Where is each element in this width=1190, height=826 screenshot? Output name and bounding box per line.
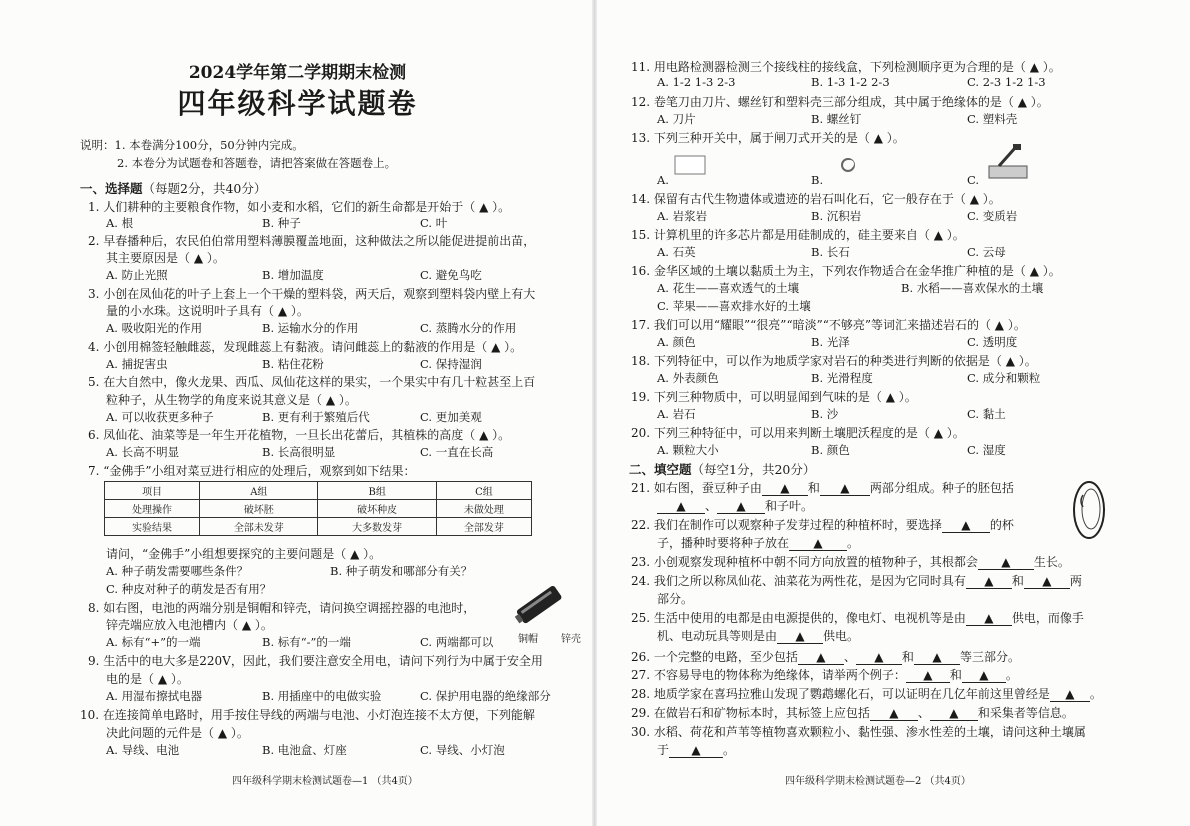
q19-option-c: C. 黏土 — [967, 407, 1006, 421]
q20-option-c: C. 湿度 — [967, 443, 1006, 457]
q7-option-c: C. 种皮对种子的萌发是否有用？ — [106, 582, 272, 596]
exam-title-main: 四年级科学试题卷 — [177, 87, 418, 120]
table-cell: 破坏胚 — [200, 500, 318, 518]
q20-option-b: B. 颜色 — [811, 443, 850, 457]
q21-text: 、 — [705, 499, 718, 513]
answer-blank: ▲ — [906, 668, 950, 683]
q5-option-c: C. 更加美观 — [420, 410, 482, 424]
q22-text: 22. 我们在制作可以观察种子发芽过程的种植杯时，要选择 — [631, 518, 942, 532]
question-30: 30. 水稻、荷花和芦苇等植物喜欢颗粒小、黏性强、渗水性差的土壤，请问这种土壤属 — [631, 725, 1086, 739]
question-28 — [631, 685, 1102, 702]
section-2-heading — [629, 460, 815, 478]
battery-copper-cap-label: 铜帽 — [518, 634, 538, 645]
q26-text: 26. 一个完整的电路，至少包括 — [631, 650, 798, 664]
table-cell: 未做处理 — [436, 500, 531, 518]
q17-option-b: B. 光泽 — [811, 335, 850, 349]
question-3-cont: 量的小水珠。这说明叶子具有（ ▲ ）。 — [106, 304, 309, 318]
page-footer-2: 四年级科学期末检测试题卷—2 （共4页） — [785, 776, 971, 787]
q28-text: 28. 地质学家在喜玛拉雅山发现了鹦鹉螺化石，可以证明在几亿年前这里曾经是 — [631, 687, 1050, 701]
question-19: 19. 下列三种物质中，可以明显闻到气味的是（ ▲ ）。 — [631, 390, 917, 404]
table-header-row — [105, 482, 532, 500]
table-cell: 全部未发芽 — [200, 518, 318, 536]
battery-zinc-shell-label: 锌壳 — [561, 634, 581, 645]
page-footer-1: 四年级科学期末检测试题卷—1 （共4页） — [232, 776, 418, 787]
q19-option-b: B. 沙 — [811, 407, 839, 421]
q15-option-b: B. 长石 — [811, 245, 850, 259]
q23-text: 23. 小创观察发现种植杯中朝不同方向放置的植物种子，其根都会 — [631, 555, 978, 569]
q12-option-c: C. 塑料壳 — [967, 112, 1018, 126]
question-22-cont — [657, 534, 859, 551]
q1-option-b: B. 种子 — [262, 216, 301, 230]
section-1-desc: （每题2分，共40分） — [142, 181, 267, 196]
question-24-cont: 部分。 — [657, 592, 694, 606]
question-11: 11. 用电路检测器检测三个接线柱的接线盒，下列检测顺序更为合理的是（ ▲ ）。 — [631, 60, 1061, 74]
question-2-cont: 其主要原因是（ ▲ ）。 — [106, 251, 225, 265]
answer-blank: ▲ — [978, 555, 1034, 570]
q25-text: 机、电动玩具等则是由 — [657, 629, 778, 643]
q2-option-a: A. 防止光照 — [106, 268, 168, 282]
answer-blank: ▲ — [856, 650, 902, 665]
question-8: 8. 如右图，电池的两端分别是铜帽和锌壳，请问换空调摇控器的电池时， — [88, 601, 476, 615]
q7-option-b: B. 种子萌发和哪部分有关？ — [330, 564, 473, 578]
q19-option-a: A. 岩石 — [657, 407, 696, 421]
table-header: B组 — [318, 482, 436, 500]
question-10: 10. 在连接简单电路时，用手按住导线的两端与电池、小灯泡连接不太方便，下列能解 — [80, 708, 535, 722]
table-row — [105, 518, 532, 536]
q11-option-a: A. 1-2 1-3 2-3 — [657, 75, 736, 89]
q8-option-a: A. 标有“+”的一端 — [106, 635, 201, 649]
q7-option-a: A. 种子萌发需要哪些条件？ — [106, 564, 249, 578]
q17-option-c: C. 透明度 — [967, 335, 1018, 349]
question-7-prompt: 请问，“金佛手”小组想要探究的主要问题是（ ▲ ）。 — [106, 547, 382, 561]
q11-option-c: C. 2-3 1-2 1-3 — [967, 75, 1046, 89]
push-switch-icon — [673, 152, 707, 176]
table-cell: 破坏种皮 — [318, 500, 436, 518]
q16-option-c: C. 苹果——喜欢排水好的土壤 — [657, 299, 811, 313]
q15-option-c: C. 云母 — [967, 245, 1006, 259]
q26-text: 和 — [901, 650, 914, 664]
broad-bean-seed-icon — [1069, 477, 1109, 543]
table-cell: 全部发芽 — [436, 518, 531, 536]
question-1: 1. 人们耕种的主要粮食作物，如小麦和水稻，它们的新生命都是开始于（ ▲ ）。 — [88, 200, 511, 214]
question-18: 18. 下列特征中，可以作为地质学家对岩石的种类进行判断的依据是（ ▲ ）。 — [631, 354, 1037, 368]
answer-blank: ▲ — [930, 706, 978, 721]
knife-switch-icon — [985, 140, 1031, 182]
question-25 — [631, 609, 1084, 626]
q24-text: 24. 我们之所以称凤仙花、油菜花为两性花，是因为它同时具有 — [631, 574, 966, 588]
question-21-cont — [657, 497, 813, 514]
q14-option-b: B. 沉积岩 — [811, 209, 862, 223]
question-30-cont — [657, 741, 735, 758]
answer-blank: ▲ — [870, 706, 918, 721]
q16-option-b: B. 水稻——喜欢保水的土壤 — [901, 281, 1044, 295]
q12-option-b: B. 螺丝钉 — [811, 112, 862, 126]
q3-option-a: A. 吸收阳光的作用 — [106, 321, 203, 335]
q25-text: 供电。 — [823, 629, 860, 643]
q4-option-a: A. 捕捉害虫 — [106, 357, 168, 371]
q21-text: 21. 如右图，蚕豆种子由 — [631, 481, 762, 495]
table-cell: 处理操作 — [105, 500, 200, 518]
question-23 — [631, 553, 1070, 570]
q1-option-c: C. 叶 — [420, 216, 448, 230]
question-5-cont: 粒种子，从生物学的角度来说其意义是（ ▲ ）。 — [106, 393, 357, 407]
q12-option-a: A. 刀片 — [657, 112, 696, 126]
q11-option-b: B. 1-3 1-2 2-3 — [811, 75, 890, 89]
q27-text: 。 — [1005, 668, 1018, 682]
answer-blank: ▲ — [777, 629, 823, 644]
q4-option-b: B. 粘住花粉 — [262, 357, 324, 371]
q25-text: 25. 生活中使用的电都是由电源提供的，像电灯、电视机等是由 — [631, 611, 966, 625]
q10-option-a: A. 导线、电池 — [106, 743, 180, 757]
answer-blank: ▲ — [717, 499, 765, 514]
q29-text: 和采集者等信息。 — [977, 706, 1074, 720]
answer-blank: ▲ — [962, 668, 1006, 683]
question-24 — [631, 572, 1082, 589]
question-16: 16. 金华区域的土壤以黏质土为主，下列农作物适合在金华推广种植的是（ ▲ ）。 — [631, 264, 1061, 278]
question-8-cont: 锌壳端应放入电池槽内（ ▲ ）。 — [106, 618, 273, 632]
q22-text: 的杯 — [989, 518, 1014, 532]
q3-option-c: C. 蒸腾水分的作用 — [420, 321, 517, 335]
right-page — [595, 0, 1190, 826]
exam-title-year: 2024学年第二学期期末检测 — [188, 63, 407, 83]
q24-text: 两 — [1069, 574, 1082, 588]
q13-option-c: C. — [967, 173, 980, 187]
table-header: C组 — [436, 482, 531, 500]
q5-option-a: A. 可以收获更多种子 — [106, 410, 214, 424]
q3-option-b: B. 运输水分的作用 — [262, 321, 359, 335]
q30-text: 。 — [723, 743, 736, 757]
q1-option-a: A. 根 — [106, 216, 134, 230]
q27-text: 和 — [949, 668, 962, 682]
q18-option-a: A. 外表颜色 — [657, 371, 719, 385]
question-9-cont: 电的是（ ▲ ）。 — [106, 672, 189, 686]
battery-icon — [510, 582, 570, 626]
q21-text: 和 — [807, 481, 820, 495]
q24-text: 和 — [1011, 574, 1024, 588]
answer-blank: ▲ — [789, 536, 847, 551]
q6-option-a: A. 长高不明显 — [106, 445, 180, 459]
instruction-1: 说明：1. 本卷满分100分，50分钟内完成。 — [80, 138, 304, 152]
table-row — [105, 500, 532, 518]
question-22 — [631, 516, 1014, 533]
question-2: 2. 早春播种后，农民伯伯常用塑料薄膜覆盖地面，这种做法之所以能促进提前出苗， — [88, 234, 536, 248]
q18-option-b: B. 光滑程度 — [811, 371, 873, 385]
question-9: 9. 生活中的电大多是220V，因此，我们要注意安全用电，请问下列行为中属于安全用 — [88, 654, 543, 668]
table-cell: 实验结果 — [105, 518, 200, 536]
answer-blank: ▲ — [762, 481, 808, 496]
q28-text: 。 — [1089, 687, 1102, 701]
q29-text: 29. 在做岩石和矿物标本时，其标签上应包括 — [631, 706, 870, 720]
question-21 — [631, 479, 1014, 496]
q17-option-a: A. 颜色 — [657, 335, 696, 349]
answer-blank: ▲ — [966, 574, 1012, 589]
q9-option-b: B. 用插座中的电做实验 — [262, 689, 382, 703]
q2-option-b: B. 增加温度 — [262, 268, 324, 282]
answer-blank: ▲ — [798, 650, 844, 665]
answer-blank: ▲ — [820, 481, 870, 496]
answer-blank: ▲ — [1050, 687, 1090, 702]
q6-option-c: C. 一直在长高 — [420, 445, 494, 459]
q8-option-c: C. 两端都可以 — [420, 635, 494, 649]
q21-text: 和子叶。 — [765, 499, 814, 513]
q27-text: 27. 不容易导电的物体称为绝缘体，请举两个例子： — [631, 668, 906, 682]
question-7: 7. “金佛手”小组对菜豆进行相应的处理后，观察到如下结果： — [88, 464, 416, 478]
question-6: 6. 凤仙花、油菜等是一年生开花植物，一旦长出花蕾后，其植株的高度（ ▲ ）。 — [88, 428, 511, 442]
section-2-desc: （每空1分，共20分） — [691, 462, 816, 477]
question-10-cont: 决此问题的元件是（ ▲ ）。 — [106, 726, 249, 740]
q15-option-a: A. 石英 — [657, 245, 696, 259]
q13-option-b: B. — [811, 173, 824, 187]
q13-option-a: A. — [657, 173, 669, 187]
q26-text: 、 — [843, 650, 856, 664]
table-header: A组 — [200, 482, 318, 500]
question-20: 20. 下列三种特征中，可以用来判断土壤肥沃程度的是（ ▲ ）。 — [631, 426, 965, 440]
q5-option-b: B. 更有利于繁殖后代 — [262, 410, 370, 424]
question-12: 12. 卷笔刀由刀片、螺丝钉和塑料壳三部分组成，其中属于绝缘体的是（ ▲ ）。 — [631, 95, 1049, 109]
question-27 — [631, 666, 1018, 683]
q26-text: 等三部分。 — [959, 650, 1020, 664]
section-1-title: 一、选择题 — [80, 181, 143, 196]
q2-option-c: C. 避免鸟吃 — [420, 268, 482, 282]
q4-option-c: C. 保持湿润 — [420, 357, 482, 371]
answer-blank: ▲ — [657, 499, 705, 514]
answer-blank: ▲ — [669, 743, 723, 758]
q23-text: 生长。 — [1033, 555, 1070, 569]
q22-text: 子，播种时要将种子放在 — [657, 536, 790, 550]
answer-blank: ▲ — [966, 611, 1012, 626]
q6-option-b: B. 长高很明显 — [262, 445, 336, 459]
q8-option-b: B. 标有“-”的一端 — [262, 635, 351, 649]
question-17: 17. 我们可以用“耀眼”“很亮”“暗淡”“不够亮”等词汇来描述岩石的（ ▲ ）。 — [631, 318, 1026, 332]
answer-blank: ▲ — [914, 650, 960, 665]
experiment-table — [104, 481, 532, 536]
q29-text: 、 — [917, 706, 930, 720]
q21-text: 两部分组成。种子的胚包括 — [869, 481, 1014, 495]
question-15: 15. 计算机里的许多芯片都是用硅制成的，硅主要来自（ ▲ ）。 — [631, 228, 965, 242]
table-header: 项目 — [105, 482, 200, 500]
q10-option-b: B. 电池盒、灯座 — [262, 743, 347, 757]
q16-option-a: A. 花生——喜欢透气的土壤 — [657, 281, 800, 295]
instruction-2: 2. 本卷分为试题卷和答题卷，请把答案做在答题卷上。 — [117, 156, 397, 170]
question-3: 3. 小创在凤仙花的叶子上套上一个干燥的塑料袋，两天后，观察到塑料袋内壁上有大 — [88, 287, 536, 301]
question-29 — [631, 704, 1074, 721]
q25-text: 供电，而像手 — [1011, 611, 1084, 625]
q14-option-c: C. 变质岩 — [967, 209, 1018, 223]
answer-blank: ▲ — [1024, 574, 1070, 589]
question-25-cont — [657, 627, 859, 644]
answer-blank: ▲ — [942, 518, 990, 533]
q14-option-a: A. 岩浆岩 — [657, 209, 708, 223]
q20-option-a: A. 颗粒大小 — [657, 443, 719, 457]
q18-option-c: C. 成分和颗粒 — [967, 371, 1041, 385]
question-26 — [631, 648, 1020, 665]
section-1-heading — [80, 179, 266, 197]
toggle-switch-icon — [839, 156, 857, 174]
q9-option-a: A. 用湿布擦拭电器 — [106, 689, 203, 703]
q30-text: 于 — [657, 743, 670, 757]
section-2-title: 二、填空题 — [629, 462, 692, 477]
q22-text: 。 — [847, 536, 860, 550]
question-14: 14. 保留有古代生物遗体或遗迹的岩石叫化石，它一般存在于（ ▲ ）。 — [631, 192, 1001, 206]
q10-option-c: C. 导线、小灯泡 — [420, 743, 505, 757]
q9-option-c: C. 保护用电器的绝缘部分 — [420, 689, 551, 703]
question-4: 4. 小创用棉签轻触雌蕊，发现雌蕊上有黏液。请问雌蕊上的黏液的作用是（ ▲ ）。 — [88, 340, 523, 354]
table-cell: 大多数发芽 — [318, 518, 436, 536]
question-13: 13. 下列三种开关中，属于闸刀式开关的是（ ▲ ）。 — [631, 131, 905, 145]
question-5: 5. 在大自然中，像火龙果、西瓜、凤仙花这样的果实，一个果实中有几十粒甚至上百 — [88, 375, 536, 389]
